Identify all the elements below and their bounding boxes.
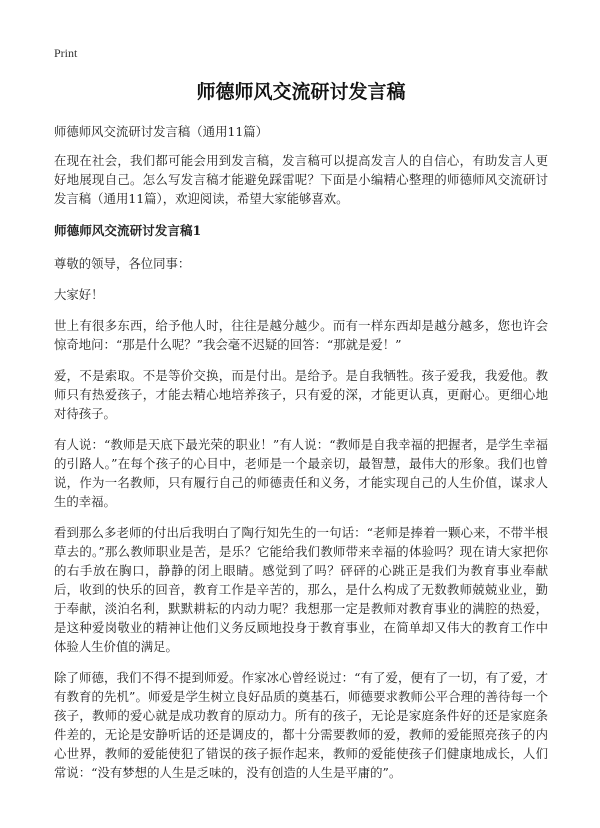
body-paragraph: 看到那么多老师的付出后我明白了陶行知先生的一句话：“老师是捧着一颗心来，不带半根草去的。”那么教师职业是苦，是乐？它能给我们教师带来幸福的体验吗？现在请大家把你的右手放在胸口，静静的闭上眼睛。感觉到了吗？砰砰的心跳正是我们为教育事业奉献后，收到的快乐的回音，教育工作是辛苦的，那么，是什么构成了无数教师兢兢业业，勤于奉献，淡泊名利，默默耕耘的内动力呢？我想那一定是教师对教育事业的满腔的热爱，是这种爱岗敬业的精神让他们义务反顾地投身于教育事业，在简单却又伟大的教育工作中体验人生价值的满足。 [54, 525, 548, 654]
hello-paragraph: 大家好！ [54, 287, 104, 302]
greeting-paragraph: 尊敬的领导，各位同事： [54, 256, 191, 271]
document-subtitle: 师德师风交流研讨发言稿（通用11篇） [54, 124, 269, 139]
section-heading: 师德师风交流研讨发言稿1 [54, 223, 202, 238]
document-title: 师德师风交流研讨发言稿 [196, 81, 406, 103]
print-link[interactable]: Print [54, 46, 78, 60]
body-paragraph: 有人说：“教师是天底下最光荣的职业！”有人说：“教师是自我幸福的把握者，是学生幸福的引路人。”在每个孩子的心目中，老师是一个最亲切，最智慧，最伟大的形象。我们也曾说，作为一名教师，只有履行自己的师德责任和义务，才能实现自己的人生价值，谋求人生的幸福。 [54, 437, 548, 509]
intro-paragraph: 在现在社会，我们都可能会用到发言稿，发言稿可以提高发言人的自信心，有助发言人更好地展现自己。怎么写发言稿才能避免踩雷呢？下面是小编精心整理的师德师风交流研讨发言稿（通用11篇），欢迎阅读，希望大家能够喜欢。 [54, 153, 548, 206]
body-paragraph: 世上有很多东西，给予他人时，往往是越分越少。而有一样东西却是越分越多，您也许会惊奇地问：“那是什么呢？”我会毫不迟疑的回答：“那就是爱！” [54, 318, 548, 352]
body-paragraph: 爱，不是索取。不是等价交换，而是付出。是给予。是自我牺牲。孩子爱我，我爱他。教师只有热爱孩子，才能去精心地培养孩子，只有爱的深，才能更认真，更耐心。更细心地对待孩子。 [54, 368, 548, 421]
body-paragraph: 除了师德，我们不得不提到师爱。作家冰心曾经说过：“有了爱，便有了一切，有了爱，才有教育的先机”。师爱是学生树立良好品质的奠基石，师德要求教师公平合理的善待每一个孩子，教师的爱心就是成功教育的原动力。所有的孩子，无论是家庭条件好的还是家庭条件差的，无论是安静听话的还是调皮的，都十分需要教师的爱，教师的爱能照亮孩子的内心世界，教师的爱能使犯了错误的孩子振作起来，教师的爱能使孩子们健康地成长，人们常说：“没有梦想的人生是乏味的，没有创造的人生是平庸的”。 [54, 670, 548, 780]
